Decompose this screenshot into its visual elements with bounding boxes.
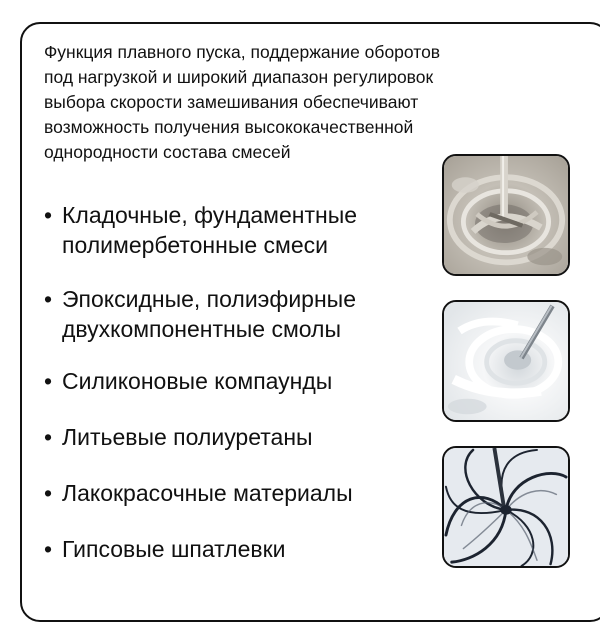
list-item-text — [44, 478, 434, 508]
list-item-text — [44, 366, 434, 396]
bullet-icon: • — [44, 480, 53, 506]
intro-line: под нагрузкой и широкий диапазон регулировок — [44, 67, 434, 87]
list-item — [44, 284, 434, 344]
list-item-line: Литьевые полиуретаны — [62, 424, 313, 450]
list-item-text — [44, 534, 434, 564]
list-item-line: Гипсовые шпатлевки — [62, 536, 286, 562]
list-item-line: Кладочные, фундаментные — [62, 202, 358, 228]
list-item-line: полимербетонные смеси — [62, 232, 328, 258]
intro-line: выбора скорости замешивания обеспечивают — [44, 92, 419, 112]
list-item-line: Лакокрасочные материалы — [62, 480, 353, 506]
list-item — [44, 478, 434, 508]
bullet-icon: • — [44, 202, 53, 228]
list-item-text — [44, 200, 434, 260]
bullet-icon: • — [44, 424, 53, 450]
list-item-line: двухкомпонентные смолы — [62, 316, 341, 342]
list-item — [44, 422, 434, 452]
list-item-text — [44, 422, 434, 452]
white-paste-mixing-photo-icon — [442, 300, 570, 422]
list-item — [44, 366, 434, 396]
bullet-icon: • — [44, 286, 53, 312]
cement-mixing-photo-icon — [442, 154, 570, 276]
list-item — [44, 200, 434, 260]
list-item-line: Эпоксидные, полиэфирные — [62, 286, 357, 312]
list-item — [44, 534, 434, 564]
bullet-icon: • — [44, 536, 53, 562]
intro-paragraph — [44, 40, 564, 165]
bullet-icon: • — [44, 368, 53, 394]
intro-line: однородности состава смесей — [44, 142, 291, 162]
marble-swirl-mixing-photo-icon — [442, 446, 570, 568]
list-item-line: Силиконовые компаунды — [62, 368, 333, 394]
intro-line: возможность получения высококачественной — [44, 117, 414, 137]
list-item-text — [44, 284, 434, 344]
intro-line: Функция плавного пуска, поддержание оборотов — [44, 42, 441, 62]
